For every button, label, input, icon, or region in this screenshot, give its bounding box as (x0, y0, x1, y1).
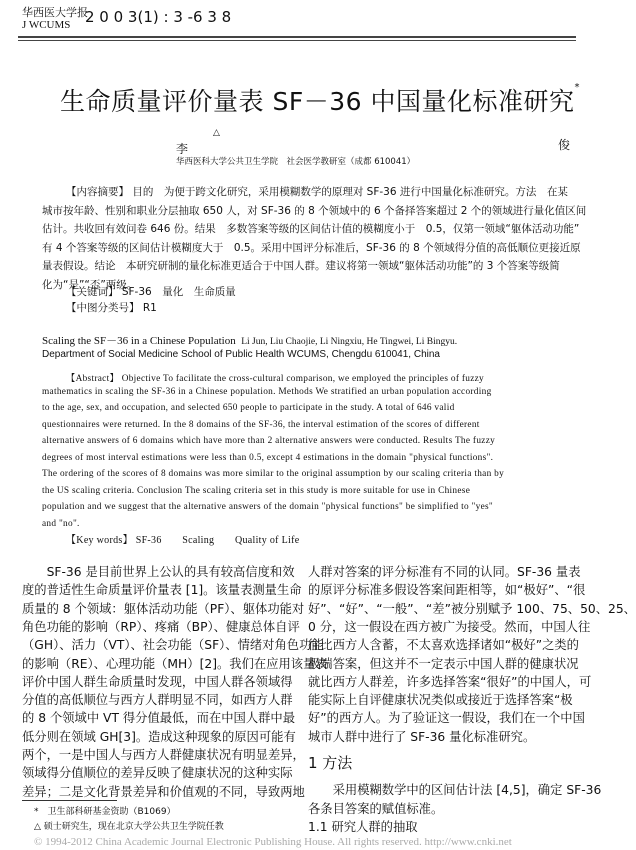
right-column-line: 好”的西方人。为了验证这一假设，我们在一个中国 (308, 711, 585, 726)
abstract-cn-line: 城市按年龄、性别和职业分层抽取 650 人，对 SF-36 的 8 个领域中的 6 个备择答案超过 2 个的领域进行量化值区间 (42, 204, 587, 217)
english-title: Scaling the SF－36 in a Chinese Population (42, 335, 236, 347)
section-text-line: 各条目答案的赋值标准。 (308, 802, 444, 816)
right-column-line: 往比西方人含蓄，不太喜欢选择诸如“极好”之类的 (308, 638, 579, 653)
keywords-en: 【Key words】 SF-36 Scaling Quality of Life (66, 535, 300, 546)
left-column-line: SF-36 是目前世界上公认的具有较高信度和效 (22, 565, 295, 579)
abstract-en-line: alternative answers of 6 domains which have more than 2 alternative answers were conducted. Results The fuzzy (42, 436, 496, 446)
abstract-en-line: The ordering of the scores of 8 domains was more similar to the original assumption by our scaling criteria than by (42, 469, 505, 479)
paper-title (60, 82, 580, 118)
english-title-line (42, 332, 457, 348)
right-column-line: 人群对答案的评分标准有不同的认同。SF-36 量表 (308, 565, 581, 579)
author-mark: △ (213, 128, 220, 138)
abstract-cn-line: 【内容摘要】 目的 为便于跨文化研究，采用模糊数学的原理对 SF-36 进行中国量化标准研究。方法 在某 (66, 186, 568, 198)
abstract-cn-line: 化为“是”“否”两级。 (42, 278, 138, 291)
right-column-line: 城市人群中进行了 SF-36 量化标准研究。 (308, 729, 536, 744)
right-column-line: 好”、“好”、“一般”、“差”被分别赋予 100、75、50、25、 (308, 601, 636, 616)
subsection-heading: 1.1 研究人群的抽取 (308, 820, 418, 834)
left-column-line: 质量的 8 个领域：躯体活动功能（PF）、躯体功能对 (22, 601, 305, 616)
left-column-line: 角色功能的影响（RP）、疼痛（BP）、健康总体自评 (22, 619, 300, 634)
left-column-line: 两个，一是中国人与西方人群健康状况有明显差异， (22, 748, 305, 762)
left-column-line: （GH）、活力（VT）、社会功能（SF）、情绪对角色功能 (22, 638, 324, 653)
right-column-line: 能实际上自评健康状况类似或接近于选择答案“极 (308, 693, 573, 708)
right-column-line: 就比西方人群差，许多选择答案“很好”的中国人，可 (308, 674, 592, 689)
left-column-line: 度的普适性生命质量评价量表 [1]。该量表测量生命 (22, 583, 302, 598)
left-column-line: 的影响（RE）、心理功能（MH）[2]。我们在应用该量表 (22, 656, 328, 671)
abstract-cn-line: 有 4 个答案等级的区间估计模糊度大于 0.5。采用中国评分标准后，SF-36 的 8 个领域得分值的高低顺位更接近原 (42, 241, 581, 254)
footnote-author: △ 硕士研究生，现在北京大学公共卫生学院任教 (34, 822, 224, 832)
left-column-line: 差异；二是文化背景差异和价值观的不同，导致两地 (22, 784, 305, 799)
section-heading-methods: 1 方法 (308, 754, 353, 772)
right-column-line: 的原评分标准多假设答案间距相等，如“极好”、“很 (308, 583, 586, 598)
left-column-line: 分值的高低顺位与西方人群明显不同，如西方人群 (22, 693, 293, 708)
affiliation: 华西医科大学公共卫生学院 社会医学教研室（成都 610041） (176, 157, 416, 167)
english-department: Department of Social Medicine School of Public Health WCUMS, Chengdu 610041, China (42, 349, 440, 360)
abstract-en-line: degrees of most interval estimations were less than 0.5, except 4 estimations in the domain "physical functions". (42, 452, 494, 463)
abstract-en-line: to the age, sex, and occupation, and selected 650 people to participate in the study. A total of 646 valid (42, 403, 455, 413)
abstract-en-line: mathematics in scaling the SF-36 in a Chinese population. Methods We stratified an urban population according (42, 386, 492, 397)
abstract-cn-line: 估计。共收回有效问卷 646 份。结果 多数答案等级的区间估计值的模糊度小于 0.5，仅第一领域“躯体活动功能” (42, 223, 580, 235)
footnote-rule (22, 800, 117, 801)
section-text-line: 采用模糊数学中的区间估计法 [4,5]，确定 SF-36 (308, 783, 602, 797)
author-family: 俊 (558, 138, 571, 152)
journal-name-en: J WCUMS (22, 19, 71, 31)
abstract-en-line: 【Abstract】 Objective To facilitate the cross-cultural comparison, we employed the principles of fuzzy (66, 374, 485, 384)
english-authors: Li Jun, Liu Chaojie, Li Ningxiu, He Tingwei, Li Bingyu. (241, 337, 458, 347)
journal-name-cn: 华西医大学报 (22, 6, 88, 19)
header-rule-thin (18, 40, 576, 41)
clc-number: 【中图分类号】 R1 (66, 302, 157, 314)
copyright-watermark: © 1994-2012 China Academic Journal Electronic Publishing House. All rights reserved. http://www.cnki.net (34, 836, 512, 848)
title-footnote-mark: * (574, 82, 580, 93)
left-column-line: 的 8 个领域中 VT 得分值最低，而在中国人群中最 (22, 711, 296, 726)
abstract-en-line: and "no". (42, 518, 80, 529)
header-rule (18, 36, 576, 38)
right-column-line: 0 分，这一假设在西方被广为接受。然而，中国人往 (308, 619, 591, 634)
abstract-cn-line: 量表假设。结论 本研究研制的量化标准更适合于中国人群。建议将第一领域“躯体活动功能”的 3 个答案等级简 (42, 260, 560, 272)
title-text: 生命质量评价量表 SF－36 中国量化标准研究 (60, 87, 575, 116)
left-column-line: 评价中国人群生命质量时发现，中国人群各领域得 (22, 674, 293, 689)
abstract-en-line: population and we suggest that the alternative answers of the domain "physical functions" be simplified to "yes" (42, 502, 494, 512)
abstract-en-line: the US scaling criteria. Conclusion The scaling criteria set in this study is more suitable for use in Chinese (42, 485, 471, 496)
author-given: 李 (176, 142, 189, 156)
left-column-line: 低分则在领域 GH[3]。造成这种现象的原因可能有 (22, 729, 296, 744)
keywords-cn: 【关键词】 SF-36 量化 生命质量 (66, 286, 236, 298)
citation: 2 0 0 3(1) : 3 -6 3 8 (85, 8, 232, 26)
abstract-en-line: questionnaires were returned. In the 8 domains of the SF-36, the interval estimation of the scores of different (42, 419, 480, 430)
right-column-line: 极端答案，但这并不一定表示中国人群的健康状况 (308, 656, 579, 671)
footnote-funding: * 卫生部科研基金资助（B1069） (34, 807, 176, 817)
left-column-line: 领域得分值顺位的差异反映了健康状况的这种实际 (22, 766, 293, 781)
